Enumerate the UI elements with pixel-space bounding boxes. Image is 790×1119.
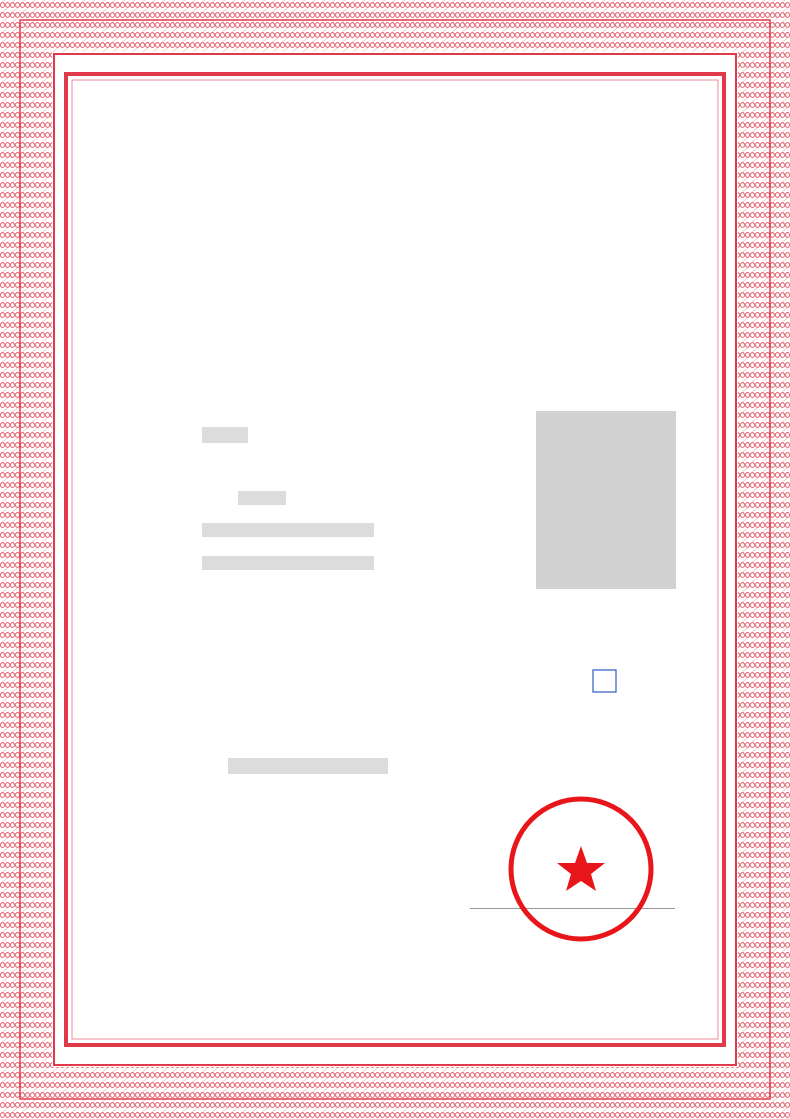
redacted-cert-number bbox=[228, 758, 388, 774]
redacted-id-number bbox=[202, 523, 374, 537]
qr-code[interactable] bbox=[557, 640, 652, 722]
official-seal bbox=[506, 794, 656, 944]
redacted-birth bbox=[238, 491, 286, 505]
seal-star bbox=[557, 846, 605, 891]
redacted-employer bbox=[202, 556, 374, 570]
photo-placeholder bbox=[536, 411, 676, 589]
redacted-name bbox=[202, 427, 248, 443]
